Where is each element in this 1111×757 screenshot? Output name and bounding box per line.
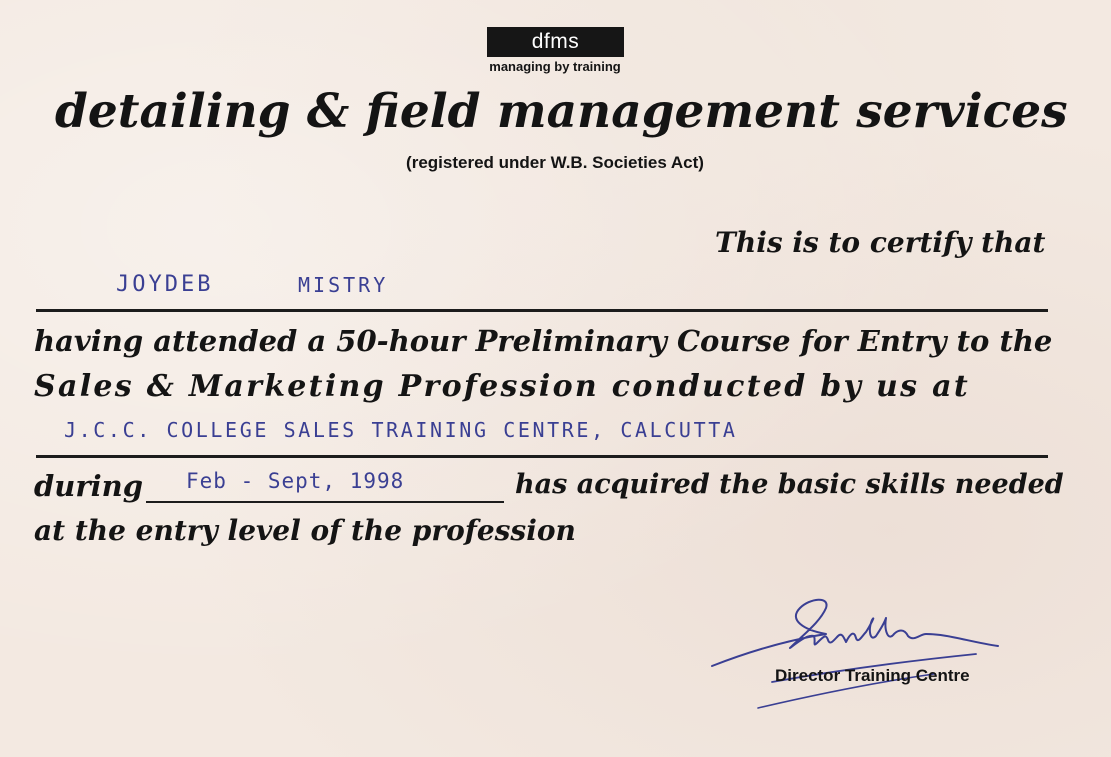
course-line-2: Sales & Marketing Profession conducted by us at: [34, 369, 970, 404]
organization-title: detailing & field management services: [55, 84, 1068, 139]
signatory-title: Director Training Centre: [775, 666, 970, 685]
logo-tagline: managing by training: [489, 59, 621, 74]
logo-badge: [487, 27, 624, 57]
name-underline: [36, 309, 1048, 312]
recipient-first-name: JOYDEB: [116, 272, 214, 297]
venue-underline: [36, 455, 1048, 458]
director-signature: [708, 590, 1008, 710]
period-underline: [146, 501, 504, 503]
during-label: during: [34, 469, 144, 503]
acquired-statement: has acquired the basic skills needed: [515, 469, 1064, 500]
venue-text: J.C.C. COLLEGE SALES TRAINING CENTRE, CALCUTTA: [64, 418, 738, 442]
certify-statement: This is to certify that: [715, 226, 1046, 259]
recipient-last-name: MISTRY: [298, 273, 389, 297]
course-line-1: having attended a 50-hour Preliminary Course for Entry to the: [34, 324, 1053, 358]
course-period: Feb - Sept, 1998: [186, 469, 405, 493]
logo-acronym: dfms: [531, 30, 580, 53]
registration-note: (registered under W.B. Societies Act): [406, 153, 704, 172]
entry-level-statement: at the entry level of the profession: [34, 514, 576, 547]
